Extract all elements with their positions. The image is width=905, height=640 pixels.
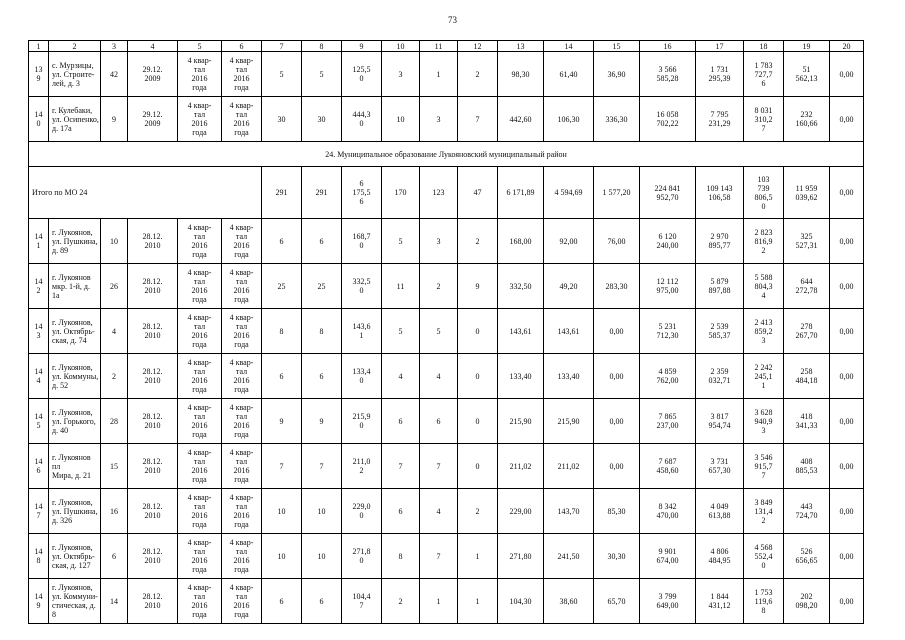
table-cell: 7 — [302, 444, 342, 489]
table-cell: 0,00 — [830, 309, 864, 354]
table-cell: 38,60 — [544, 579, 594, 624]
table-cell: 125,5 0 — [342, 52, 382, 97]
table-cell: 3 849 131,4 2 — [744, 489, 784, 534]
table-cell: 10 — [262, 534, 302, 579]
table-cell: 143,61 — [498, 309, 544, 354]
table-cell: 4 квар- тал 2016 года — [178, 309, 222, 354]
table-cell: 2 970 895,77 — [696, 219, 744, 264]
total-cell: 170 — [382, 167, 420, 219]
table-cell: 4 859 762,00 — [640, 354, 696, 399]
table-cell: 0,00 — [594, 309, 640, 354]
table-cell: 25 — [262, 264, 302, 309]
section-title: 24. Муниципальное образование Лукояновский муниципальный район — [29, 142, 864, 167]
housing-data-table — [28, 40, 864, 624]
table-cell: 6 — [382, 489, 420, 534]
table-row — [29, 579, 864, 624]
total-cell: 6 171,89 — [498, 167, 544, 219]
table-cell: 28.12. 2010 — [128, 354, 178, 399]
total-cell: 224 841 952,70 — [640, 167, 696, 219]
table-cell: 76,00 — [594, 219, 640, 264]
total-cell: 47 — [458, 167, 498, 219]
table-cell: 143,61 — [544, 309, 594, 354]
column-number-cell: 6 — [222, 41, 262, 52]
table-cell: 2 823 816,9 2 — [744, 219, 784, 264]
table-cell: 0,00 — [830, 219, 864, 264]
table-cell: 28 — [101, 399, 128, 444]
table-cell: 8 — [262, 309, 302, 354]
table-cell: 2 — [382, 579, 420, 624]
table-cell: 8 342 470,00 — [640, 489, 696, 534]
total-cell: 11 959 039,62 — [784, 167, 830, 219]
table-cell: 332,5 0 — [342, 264, 382, 309]
column-number-cell: 13 — [498, 41, 544, 52]
table-cell: 28.12. 2010 — [128, 444, 178, 489]
table-cell: 4 квар- тал 2016 года — [222, 52, 262, 97]
table-cell: 3 — [382, 52, 420, 97]
table-cell: 1 731 295,39 — [696, 52, 744, 97]
table-cell: 283,30 — [594, 264, 640, 309]
table-cell: 0,00 — [830, 534, 864, 579]
table-cell: 14 — [101, 579, 128, 624]
table-cell: 29.12. 2009 — [128, 52, 178, 97]
table-cell: 0,00 — [594, 399, 640, 444]
table-cell: 14 7 — [29, 489, 49, 534]
table-cell: 4 квар- тал 2016 года — [178, 534, 222, 579]
table-row — [29, 444, 864, 489]
table-cell: 5 — [420, 309, 458, 354]
table-cell: 5 — [382, 219, 420, 264]
table-cell: 232 160,66 — [784, 97, 830, 142]
table-cell: 1 844 431,12 — [696, 579, 744, 624]
table-cell: 16 058 702,22 — [640, 97, 696, 142]
table-cell: 6 120 240,00 — [640, 219, 696, 264]
total-cell: 291 — [302, 167, 342, 219]
table-cell: 526 656,65 — [784, 534, 830, 579]
table-cell: 442,60 — [498, 97, 544, 142]
table-cell: 6 — [382, 399, 420, 444]
table-cell: 229,00 — [498, 489, 544, 534]
table-cell: 26 — [101, 264, 128, 309]
table-cell: 3 799 649,00 — [640, 579, 696, 624]
table-cell: 4 квар- тал 2016 года — [178, 264, 222, 309]
table-cell: 6 — [262, 354, 302, 399]
column-number-cell: 15 — [594, 41, 640, 52]
column-number-cell: 3 — [101, 41, 128, 52]
table-cell: 3 546 915,7 7 — [744, 444, 784, 489]
table-cell: 211,02 — [498, 444, 544, 489]
table-cell: 30,30 — [594, 534, 640, 579]
table-cell: 98,30 — [498, 52, 544, 97]
table-cell: 133,4 0 — [342, 354, 382, 399]
table-cell: 4 квар- тал 2016 года — [222, 309, 262, 354]
table-cell: 7 — [420, 534, 458, 579]
table-cell: 4 квар- тал 2016 года — [178, 444, 222, 489]
table-cell: 211,0 2 — [342, 444, 382, 489]
table-cell: 14 1 — [29, 219, 49, 264]
table-cell: 28.12. 2010 — [128, 264, 178, 309]
table-cell: 4 квар- тал 2016 года — [178, 97, 222, 142]
table-cell: 8 031 310,2 7 — [744, 97, 784, 142]
table-cell: 3 — [420, 219, 458, 264]
table-cell: г. Лукоянов, ул. Коммуны, д. 52 — [49, 354, 101, 399]
table-cell: 271,80 — [498, 534, 544, 579]
table-cell: 0,00 — [830, 579, 864, 624]
table-cell: 12 112 975,00 — [640, 264, 696, 309]
table-cell: 5 588 804,3 4 — [744, 264, 784, 309]
table-cell: 8 — [382, 534, 420, 579]
table-cell: 5 879 897,88 — [696, 264, 744, 309]
column-number-cell: 5 — [178, 41, 222, 52]
table-cell: 6 — [101, 534, 128, 579]
table-cell: 4 квар- тал 2016 года — [178, 52, 222, 97]
table-cell: 28.12. 2010 — [128, 219, 178, 264]
table-cell: 4 квар- тал 2016 года — [178, 354, 222, 399]
column-number-cell: 1 — [29, 41, 49, 52]
table-cell: 16 — [101, 489, 128, 534]
total-cell: 109 143 106,58 — [696, 167, 744, 219]
table-cell: 215,90 — [498, 399, 544, 444]
table-cell: 443 724,70 — [784, 489, 830, 534]
table-cell: 51 562,13 — [784, 52, 830, 97]
table-cell: 3 566 585,28 — [640, 52, 696, 97]
table-cell: 4 квар- тал 2016 года — [222, 534, 262, 579]
table-cell: 4 квар- тал 2016 года — [178, 579, 222, 624]
table-cell: 133,40 — [498, 354, 544, 399]
table-cell: 6 — [302, 354, 342, 399]
table-cell: г. Лукоянов пл Мира, д. 21 — [49, 444, 101, 489]
column-number-row — [29, 41, 864, 52]
column-number-cell: 11 — [420, 41, 458, 52]
table-cell: 9 — [302, 399, 342, 444]
table-cell: 336,30 — [594, 97, 640, 142]
table-cell: 4 568 552,4 0 — [744, 534, 784, 579]
table-row — [29, 264, 864, 309]
table-cell: 133,40 — [544, 354, 594, 399]
table-cell: 7 — [382, 444, 420, 489]
table-cell: 10 — [302, 489, 342, 534]
column-number-cell: 20 — [830, 41, 864, 52]
table-cell: 9 — [458, 264, 498, 309]
table-cell: 4 квар- тал 2016 года — [222, 444, 262, 489]
column-number-cell: 16 — [640, 41, 696, 52]
table-cell: 0,00 — [830, 399, 864, 444]
table-cell: 168,00 — [498, 219, 544, 264]
table-cell: 241,50 — [544, 534, 594, 579]
table-cell: 2 — [101, 354, 128, 399]
table-row — [29, 97, 864, 142]
total-cell: 123 — [420, 167, 458, 219]
table-cell: 2 413 859,2 3 — [744, 309, 784, 354]
table-cell: 168,7 0 — [342, 219, 382, 264]
table-cell: 15 — [101, 444, 128, 489]
table-cell: 7 — [420, 444, 458, 489]
table-cell: 278 267,70 — [784, 309, 830, 354]
table-cell: 271,8 0 — [342, 534, 382, 579]
table-cell: 3 628 940,9 3 — [744, 399, 784, 444]
table-cell: 418 341,33 — [784, 399, 830, 444]
table-cell: 2 — [458, 52, 498, 97]
table-cell: 3 817 954,74 — [696, 399, 744, 444]
table-cell: 0 — [458, 309, 498, 354]
table-cell: 28.12. 2010 — [128, 489, 178, 534]
table-cell: 4 — [101, 309, 128, 354]
table-row — [29, 534, 864, 579]
table-cell: 6 — [302, 579, 342, 624]
table-cell: 14 2 — [29, 264, 49, 309]
table-cell: 0,00 — [830, 264, 864, 309]
table-cell: 258 484,18 — [784, 354, 830, 399]
table-row — [29, 399, 864, 444]
total-cell: 0,00 — [830, 167, 864, 219]
table-cell: 6 — [420, 399, 458, 444]
total-cell: 6 175,5 6 — [342, 167, 382, 219]
table-cell: 4 квар- тал 2016 года — [222, 97, 262, 142]
table-cell: 13 9 — [29, 52, 49, 97]
table-cell: 1 783 727,7 6 — [744, 52, 784, 97]
table-cell: 8 — [302, 309, 342, 354]
table-cell: 4 квар- тал 2016 года — [222, 264, 262, 309]
table-cell: 61,40 — [544, 52, 594, 97]
table-cell: г. Кулебаки, ул. Осипенко, д. 17а — [49, 97, 101, 142]
table-cell: 28.12. 2010 — [128, 534, 178, 579]
total-cell: 291 — [262, 167, 302, 219]
table-cell: 0,00 — [830, 52, 864, 97]
table-cell: 4 806 484,95 — [696, 534, 744, 579]
column-number-cell: 9 — [342, 41, 382, 52]
table-cell: 202 098,20 — [784, 579, 830, 624]
table-cell: 0,00 — [830, 489, 864, 534]
table-cell: 106,30 — [544, 97, 594, 142]
table-cell: 2 539 585,37 — [696, 309, 744, 354]
table-cell: 0,00 — [830, 444, 864, 489]
table-cell: 14 3 — [29, 309, 49, 354]
table-cell: 0,00 — [594, 354, 640, 399]
table-cell: 42 — [101, 52, 128, 97]
column-number-cell: 18 — [744, 41, 784, 52]
table-cell: 1 — [458, 534, 498, 579]
table-cell: 211,02 — [544, 444, 594, 489]
page-number: 73 — [448, 15, 457, 25]
table-cell: 85,30 — [594, 489, 640, 534]
table-cell: 30 — [302, 97, 342, 142]
table-cell: 4 квар- тал 2016 года — [222, 399, 262, 444]
column-number-cell: 10 — [382, 41, 420, 52]
table-cell: 36,90 — [594, 52, 640, 97]
table-cell: 29.12. 2009 — [128, 97, 178, 142]
table-cell: 30 — [262, 97, 302, 142]
total-label: Итого по МО 24 — [29, 167, 262, 219]
column-number-cell: 7 — [262, 41, 302, 52]
table-cell: 2 — [458, 489, 498, 534]
table-cell: 1 — [458, 579, 498, 624]
total-cell: 4 594,69 — [544, 167, 594, 219]
table-cell: г. Лукоянов, ул. Октябрь- ская, д. 74 — [49, 309, 101, 354]
table-cell: 7 795 231,29 — [696, 97, 744, 142]
table-cell: 229,0 0 — [342, 489, 382, 534]
table-cell: г. Лукоянов мкр. 1-й, д. 1а — [49, 264, 101, 309]
table-row — [29, 309, 864, 354]
table-cell: 14 8 — [29, 534, 49, 579]
table-cell: 0 — [458, 399, 498, 444]
table-cell: 444,3 0 — [342, 97, 382, 142]
table-cell: 4 — [420, 354, 458, 399]
table-cell: 9 — [101, 97, 128, 142]
table-cell: 4 049 613,88 — [696, 489, 744, 534]
table-cell: г. Лукоянов, ул. Октябрь- ская, д. 127 — [49, 534, 101, 579]
table-cell: 6 — [302, 219, 342, 264]
table-cell: 14 6 — [29, 444, 49, 489]
table-cell: 28.12. 2010 — [128, 579, 178, 624]
table-cell: 2 — [458, 219, 498, 264]
column-number-cell: 4 — [128, 41, 178, 52]
table-cell: 2 242 245,1 1 — [744, 354, 784, 399]
table-cell: 4 — [382, 354, 420, 399]
table-cell: г. Лукоянов, ул. Пушкина, д. 89 — [49, 219, 101, 264]
table-cell: 0 — [458, 354, 498, 399]
table-cell: 143,6 1 — [342, 309, 382, 354]
table-cell: 10 — [101, 219, 128, 264]
table-cell: 408 885,53 — [784, 444, 830, 489]
table-cell: г. Лукоянов, ул. Пушкина, д. 326 — [49, 489, 101, 534]
table-cell: 1 — [420, 52, 458, 97]
table-cell: 2 — [420, 264, 458, 309]
table-cell: 215,9 0 — [342, 399, 382, 444]
table-row — [29, 219, 864, 264]
table-cell: 28.12. 2010 — [128, 399, 178, 444]
table-cell: 7 — [458, 97, 498, 142]
table-cell: 0,00 — [830, 97, 864, 142]
table-cell: 65,70 — [594, 579, 640, 624]
table-cell: 4 квар- тал 2016 года — [222, 579, 262, 624]
table-cell: 4 — [420, 489, 458, 534]
table-row — [29, 354, 864, 399]
table-cell: 1 — [420, 579, 458, 624]
table-cell: 4 квар- тал 2016 года — [222, 489, 262, 534]
table-cell: 25 — [302, 264, 342, 309]
table-cell: 3 — [420, 97, 458, 142]
table-cell: 5 — [262, 52, 302, 97]
table-cell: 3 731 657,30 — [696, 444, 744, 489]
total-row — [29, 167, 864, 219]
table-cell: г. Лукоянов, ул. Коммуни- стическая, д. 8 — [49, 579, 101, 624]
table-cell: 2 359 032,71 — [696, 354, 744, 399]
table-cell: 7 — [262, 444, 302, 489]
table-cell: 143,70 — [544, 489, 594, 534]
table-cell: 10 — [262, 489, 302, 534]
table-cell: с. Мурзицы, ул. Строите- лей, д. 3 — [49, 52, 101, 97]
table-cell: 7 865 237,00 — [640, 399, 696, 444]
table-cell: 49,20 — [544, 264, 594, 309]
table-cell: 4 квар- тал 2016 года — [178, 399, 222, 444]
table-cell: 28.12. 2010 — [128, 309, 178, 354]
section-title-row — [29, 142, 864, 167]
table-cell: 332,50 — [498, 264, 544, 309]
table-cell: 325 527,31 — [784, 219, 830, 264]
table-cell: 4 квар- тал 2016 года — [178, 219, 222, 264]
total-cell: 1 577,20 — [594, 167, 640, 219]
table-cell: 5 — [382, 309, 420, 354]
column-number-cell: 14 — [544, 41, 594, 52]
table-cell: 1 753 119,6 8 — [744, 579, 784, 624]
table-cell: 14 5 — [29, 399, 49, 444]
table-cell: 5 — [302, 52, 342, 97]
table-cell: 0 — [458, 444, 498, 489]
table-cell: 6 — [262, 579, 302, 624]
table-cell: 5 231 712,30 — [640, 309, 696, 354]
table-cell: 14 4 — [29, 354, 49, 399]
table-cell: 4 квар- тал 2016 года — [178, 489, 222, 534]
column-number-cell: 2 — [49, 41, 101, 52]
table-cell: 104,4 7 — [342, 579, 382, 624]
table-cell: 0,00 — [830, 354, 864, 399]
table-cell: 6 — [262, 219, 302, 264]
table-cell: г. Лукоянов, ул. Горького, д. 40 — [49, 399, 101, 444]
table-row — [29, 52, 864, 97]
column-number-cell: 17 — [696, 41, 744, 52]
table-cell: 215,90 — [544, 399, 594, 444]
table-row — [29, 489, 864, 534]
total-cell: 103 739 806,5 0 — [744, 167, 784, 219]
table-cell: 10 — [382, 97, 420, 142]
column-number-cell: 19 — [784, 41, 830, 52]
table-cell: 7 687 458,60 — [640, 444, 696, 489]
table-cell: 14 0 — [29, 97, 49, 142]
table-cell: 4 квар- тал 2016 года — [222, 219, 262, 264]
table-cell: 10 — [302, 534, 342, 579]
table-cell: 9 901 674,00 — [640, 534, 696, 579]
column-number-cell: 12 — [458, 41, 498, 52]
table-cell: 14 9 — [29, 579, 49, 624]
table-cell: 644 272,78 — [784, 264, 830, 309]
table-cell: 0,00 — [594, 444, 640, 489]
table-cell: 4 квар- тал 2016 года — [222, 354, 262, 399]
column-number-cell: 8 — [302, 41, 342, 52]
table-cell: 11 — [382, 264, 420, 309]
table-cell: 104,30 — [498, 579, 544, 624]
table-cell: 92,00 — [544, 219, 594, 264]
table-cell: 9 — [262, 399, 302, 444]
